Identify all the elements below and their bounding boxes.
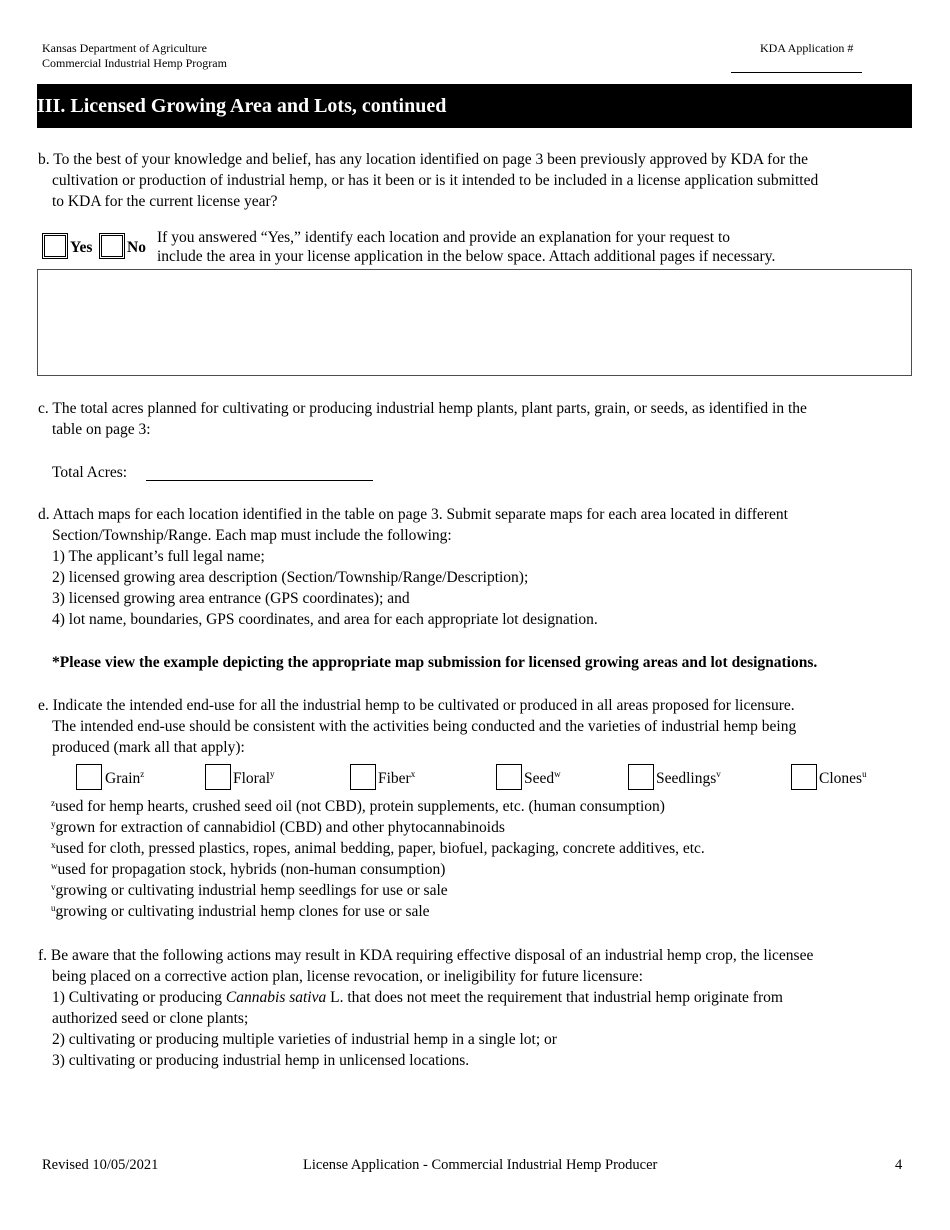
footnote: $^v$growing or cultivating industrial hemp seedlings for use or sale [51, 882, 448, 899]
seedlings-checkbox[interactable] [628, 764, 654, 790]
section-f-line-2: being placed on a corrective action plan, license revocation, or ineligibility for future licensure: [52, 968, 643, 985]
seed-checkbox[interactable] [496, 764, 522, 790]
page-number: 4 [895, 1157, 903, 1173]
total-acres-label: Total Acres: [52, 464, 128, 481]
page-header-agency-block [42, 41, 227, 71]
program-name: Commercial Industrial Hemp Program [42, 56, 227, 70]
question-d [38, 504, 918, 630]
section-f-item-1-cont: authorized seed or clone plants; [52, 1010, 249, 1027]
footnote: $^z$used for hemp hearts, crushed seed oil (not CBD), protein supplements, etc. (human consumption) [51, 798, 665, 815]
footnote: $^u$growing or cultivating industrial hemp clones for use or sale [51, 903, 430, 920]
map-requirement-item: 1) The applicant’s full legal name; [52, 548, 265, 565]
application-number-field[interactable] [731, 72, 862, 73]
question-c [38, 398, 918, 440]
question-c-line-2: table on page 3: [52, 421, 151, 438]
floral-label: Floral$^y$ [233, 769, 275, 787]
footnote: $^x$used for cloth, pressed plastics, ropes, animal bedding, paper, biofuel, packaging, concrete additives, etc. [51, 840, 705, 857]
question-b [38, 149, 918, 212]
fiber-label: Fiber$^x$ [378, 769, 416, 787]
agency-name: Kansas Department of Agriculture [42, 41, 207, 55]
question-d-line-1: d. Attach maps for each location identified in the table on page 3. Submit separate maps for each area located in different [38, 506, 788, 523]
section-f [38, 945, 918, 1071]
yes-checkbox[interactable] [42, 233, 68, 259]
floral-checkbox[interactable] [205, 764, 231, 790]
question-b-line-1: b. To the best of your knowledge and belief, has any location identified on page 3 been previously approved by KDA for the [38, 151, 808, 168]
question-e-line-3: produced (mark all that apply): [52, 739, 245, 756]
footnote: $^y$grown for extraction of cannabidiol (CBD) and other phytocannabinoids [51, 819, 505, 836]
section-f-item-1: 1) Cultivating or producing Cannabis sativa L. that does not meet the requirement that industrial hemp originate from [52, 989, 783, 1006]
grain-checkbox[interactable] [76, 764, 102, 790]
fiber-checkbox[interactable] [350, 764, 376, 790]
no-checkbox[interactable] [99, 233, 125, 259]
question-e [38, 695, 918, 758]
seed-label: Seed$^w$ [524, 769, 561, 787]
question-b-instruction [157, 228, 917, 266]
no-label: No [127, 239, 146, 256]
map-requirement-item: 3) licensed growing area entrance (GPS coordinates); and [52, 590, 410, 607]
total-acres-input[interactable] [146, 480, 373, 481]
question-d-line-2: Section/Township/Range. Each map must include the following: [52, 527, 452, 544]
map-example-note: *Please view the example depicting the appropriate map submission for licensed growing areas and lot designations. [52, 654, 818, 671]
section-f-item-2: 2) cultivating or producing multiple varieties of industrial hemp in a single lot; or [52, 1031, 557, 1048]
end-use-footnotes [51, 796, 911, 922]
section-f-line-1: f. Be aware that the following actions may result in KDA requiring effective disposal of an industrial hemp crop, the licensee [38, 947, 814, 964]
question-b-line-2: cultivation or production of industrial hemp, or has it been or is it intended to be included in a license application submitted [52, 172, 819, 189]
instruction-line-1: If you answered “Yes,” identify each location and provide an explanation for your request to [157, 229, 731, 246]
section-title: III. Licensed Growing Area and Lots, continued [37, 95, 447, 117]
map-requirement-item: 4) lot name, boundaries, GPS coordinates, and area for each appropriate lot designation. [52, 611, 598, 628]
map-requirement-item: 2) licensed growing area description (Section/Township/Range/Description); [52, 569, 529, 586]
grain-label: Grain$^z$ [105, 769, 145, 787]
clones-label: Clones$^u$ [819, 769, 867, 787]
clones-checkbox[interactable] [791, 764, 817, 790]
explanation-textarea[interactable] [37, 269, 912, 376]
instruction-line-2: include the area in your license application in the below space. Attach additional pages if necessary. [157, 248, 776, 265]
footnote: $^w$used for propagation stock, hybrids (non-human consumption) [51, 861, 446, 878]
seedlings-label: Seedlings$^v$ [656, 769, 721, 787]
question-e-line-2: The intended end-use should be consistent with the activities being conducted and the varieties of industrial hemp being [52, 718, 797, 735]
question-b-line-3: to KDA for the current license year? [52, 193, 278, 210]
application-number-label: KDA Application # [760, 41, 854, 55]
revision-date: Revised 10/05/2021 [42, 1157, 159, 1173]
section-f-item-3: 3) cultivating or producing industrial hemp in unlicensed locations. [52, 1052, 470, 1069]
section-title-banner [37, 84, 912, 128]
yes-label: Yes [70, 239, 93, 256]
footer-title: License Application - Commercial Industrial Hemp Producer [303, 1157, 658, 1173]
question-c-line-1: c. The total acres planned for cultivating or producing industrial hemp plants, plant parts, grain, or seeds, as identified in the [38, 400, 807, 417]
question-e-line-1: e. Indicate the intended end-use for all the industrial hemp to be cultivated or produced in all areas proposed for licensure. [38, 697, 795, 714]
